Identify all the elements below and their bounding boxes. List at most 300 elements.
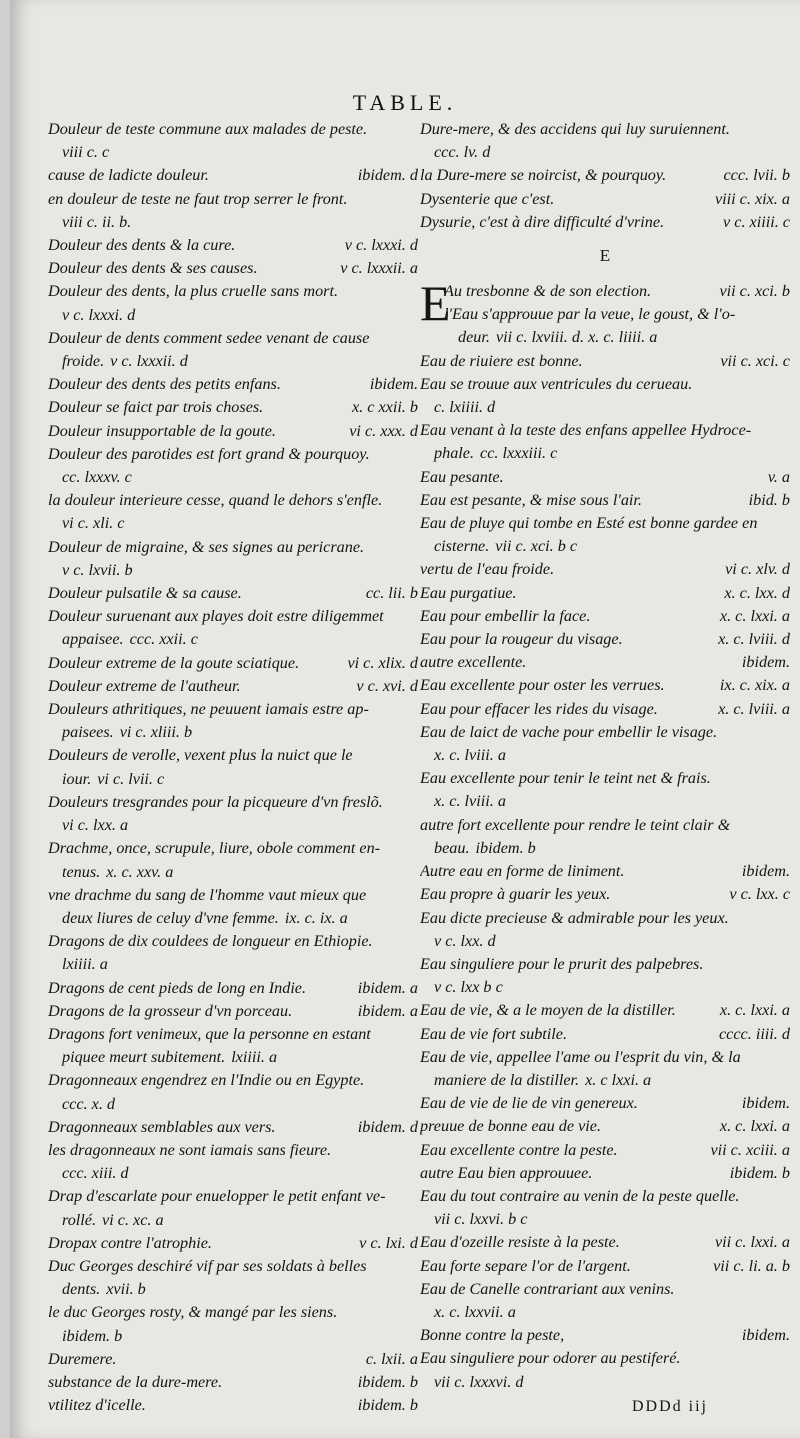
index-entry <box>420 1046 790 1092</box>
left-column <box>48 118 418 1417</box>
index-entry <box>420 674 790 697</box>
dropcap-letter: E <box>420 275 451 332</box>
entry-text: Au tresbonne & de son election. <box>444 282 652 301</box>
entry-reference: vii c. xci. b <box>719 282 790 301</box>
entry-reference: v c. lxx. c <box>729 885 790 904</box>
entry-reference: ix. c. ix. a <box>284 908 348 927</box>
index-entry <box>48 1185 418 1231</box>
entry-reference: cccc. iiii. d <box>718 1024 790 1043</box>
entry-text: vne drachme du sang de l'homme vaut mieux que <box>48 885 367 904</box>
entry-reference: lxiiii. a <box>231 1048 278 1067</box>
entry-line <box>444 326 790 349</box>
index-entry <box>48 234 418 257</box>
entry-line <box>420 605 790 628</box>
entry-text: Douleur de dents comment sedee venant de cause <box>48 328 370 347</box>
entry-text: Dragons de dix couldees de longueur en Ethiopie. <box>48 932 373 951</box>
entry-line <box>48 628 418 651</box>
entry-reference: ccc. lvii. b <box>723 166 790 185</box>
index-entry <box>420 1139 790 1162</box>
entry-reference: vii c. lxxxvi. d <box>434 1372 524 1391</box>
entry-reference: ibidem. b <box>357 1396 418 1415</box>
entry-text: Dysenterie que c'est. <box>420 189 555 208</box>
entry-line <box>48 420 418 443</box>
entry-line <box>48 1209 418 1232</box>
entry-text: Eau singuliere pour odorer au pestiferé. <box>420 1349 681 1368</box>
entry-continuation: iour. <box>62 769 92 788</box>
index-entry <box>48 1116 418 1139</box>
entry-text: Eau pour la rougeur du visage. <box>420 630 623 649</box>
entry-reference: ibidem. d <box>357 166 418 185</box>
index-entry <box>420 582 790 605</box>
entry-line <box>48 1116 418 1139</box>
entry-line <box>48 1371 418 1394</box>
entry-reference: ibidem. a <box>357 1001 418 1020</box>
index-entry <box>48 188 418 234</box>
index-entry <box>420 350 790 373</box>
index-entry <box>48 744 418 790</box>
entry-reference: ix. c. xix. a <box>719 676 790 695</box>
index-entry <box>420 558 790 581</box>
entry-text: la Dure-mere se noircist, & pourquoy. <box>420 166 667 185</box>
entry-text: Douleur des dents & la cure. <box>48 236 236 255</box>
index-entry <box>420 860 790 883</box>
entry-reference: x. c. lviii. a <box>718 699 790 718</box>
entry-text: Eau excellente pour tenir le teint net & frais. <box>420 769 711 788</box>
entry-text: Dysurie, c'est à dire difficulté d'vrine. <box>420 212 665 231</box>
right-column <box>420 118 790 1394</box>
entry-text: Bonne contre la peste, <box>420 1326 565 1345</box>
entry-text: l'Eau s'approuue par la veue, le goust, & l'o- <box>444 305 736 324</box>
entry-text: Eau pesante. <box>420 467 504 486</box>
entry-text: Douleur de migraine, & ses signes au pericrane. <box>48 537 365 556</box>
entry-continuation: appaisee. <box>62 630 124 649</box>
entry-line <box>444 280 790 303</box>
entry-line <box>420 1092 790 1115</box>
index-entry <box>420 1255 790 1278</box>
entry-text: autre Eau bien approuuee. <box>420 1163 593 1182</box>
entry-text: Dragons de cent pieds de long en Indie. <box>48 978 307 997</box>
entry-text: Eau propre à guarir les yeux. <box>420 885 611 904</box>
entry-text: Dragonneaux semblables aux vers. <box>48 1117 276 1136</box>
entry-text: Eau purgatiue. <box>420 583 517 602</box>
entry-reference: ccc. x. d <box>62 1094 116 1113</box>
entry-line <box>48 675 418 698</box>
entry-reference: ibidem. b <box>475 838 536 857</box>
entry-text: Dragons fort venimeux, que la personne en estant <box>48 1024 371 1043</box>
index-entry <box>48 257 418 280</box>
entry-text: Douleur extreme de l'autheur. <box>48 676 241 695</box>
entry-line <box>420 535 790 558</box>
entry-reference: viii c. ii. b. <box>62 212 132 231</box>
index-entry <box>48 698 418 744</box>
entry-reference: vi c. lvii. c <box>97 769 165 788</box>
entry-reference: vii c. xci. c <box>720 351 790 370</box>
index-entry <box>48 536 418 582</box>
entry-reference: cc. lxxxiii. c <box>480 444 558 463</box>
entry-line <box>420 651 790 674</box>
entry-text: Eau excellente contre la peste. <box>420 1140 618 1159</box>
entry-reference: vi c. xxx. d <box>349 421 418 440</box>
entry-line <box>420 489 790 512</box>
entry-reference: v c. lxxxi. d <box>62 305 136 324</box>
index-entry <box>48 327 418 373</box>
entry-reference: ibidem. <box>741 862 790 881</box>
entry-reference: viii c. xix. a <box>714 189 790 208</box>
entry-line <box>48 350 418 373</box>
entry-line <box>48 1348 418 1371</box>
entry-text: Douleurs de verolle, vexent plus la nuict que le <box>48 746 353 765</box>
index-entry <box>420 1231 790 1254</box>
entry-text: Douleur de teste commune aux malades de peste. <box>48 120 368 138</box>
index-entry <box>420 118 790 164</box>
entry-reference: ccc. xiii. d <box>62 1164 129 1183</box>
entry-reference: vi c. xc. a <box>102 1210 164 1229</box>
entry-line <box>48 907 418 930</box>
entry-reference: ibidem. b <box>357 1372 418 1391</box>
index-entry <box>420 651 790 674</box>
entry-reference: xvii. b <box>106 1280 146 1299</box>
entry-line <box>48 861 418 884</box>
index-entry <box>420 907 790 953</box>
entry-reference: x. c. lviii. d <box>718 630 790 649</box>
entry-line <box>48 652 418 675</box>
index-entry <box>48 605 418 651</box>
index-entry <box>420 1185 790 1231</box>
entry-reference: x. c. lxx. d <box>724 583 790 602</box>
index-entry <box>420 188 790 211</box>
entry-text: le duc Georges rosty, & mangé par les siens. <box>48 1303 338 1322</box>
entry-reference: ccc. xxii. c <box>129 630 198 649</box>
entry-line <box>48 1046 418 1069</box>
entry-reference: v c. lxx b c <box>434 978 503 997</box>
entry-line <box>420 558 790 581</box>
index-entry <box>48 1023 418 1069</box>
entry-line <box>420 698 790 721</box>
entry-reference: ibid. b <box>748 490 790 509</box>
index-entry <box>420 373 790 419</box>
index-entry <box>48 118 418 164</box>
entry-reference: vi c. xliii. b <box>119 723 193 742</box>
right-entries-d <box>420 118 790 234</box>
entry-text: Douleur des parotides est fort grand & pourquoy. <box>48 444 370 463</box>
entry-text: Eau de laict de vache pour embellir le visage. <box>420 722 718 741</box>
book-page <box>10 0 800 1438</box>
index-entry <box>48 1139 418 1185</box>
entry-continuation: cisterne. <box>434 537 490 556</box>
entry-text: Eau d'ozeille resiste à la peste. <box>420 1233 620 1252</box>
entry-line <box>48 1278 418 1301</box>
entry-reference: c. lxii. a <box>365 1349 418 1368</box>
entry-text: la douleur interieure cesse, quand le dehors s'enfle. <box>48 491 383 510</box>
entry-text: cause de ladicte douleur. <box>48 166 209 185</box>
entry-line <box>420 883 790 906</box>
entry-reference: vii c. xci. b c <box>495 537 578 556</box>
entry-reference: x. c. lxxi. a <box>719 606 790 625</box>
index-entry <box>48 396 418 419</box>
entry-line <box>48 396 418 419</box>
entry-text: autre fort excellente pour rendre le teint clair & <box>420 815 731 834</box>
entry-reference: vii c. li. a. b <box>713 1256 790 1275</box>
entry-reference: x. c lxxi. a <box>585 1070 652 1089</box>
entry-reference: v c. lxxxii. a <box>340 259 418 278</box>
index-entry <box>48 930 418 976</box>
entry-line <box>420 466 790 489</box>
entry-reference: x. c. lviii. a <box>434 746 506 765</box>
entry-continuation: phale. <box>434 444 475 463</box>
entry-line <box>420 1139 790 1162</box>
entry-text: substance de la dure-mere. <box>48 1372 223 1391</box>
dropcap-block <box>420 275 790 1394</box>
entry-line <box>420 860 790 883</box>
entry-reference: v c. xvi. d <box>356 676 418 695</box>
entry-line <box>420 188 790 211</box>
entry-line <box>48 582 418 605</box>
entry-reference: lxiiii. a <box>62 955 108 974</box>
entry-reference: ibidem. b <box>62 1326 123 1345</box>
entry-reference: x. c. lxxi. a <box>719 1001 790 1020</box>
index-entry <box>48 791 418 837</box>
entry-reference: cc. lxxxv. c <box>62 468 132 487</box>
entry-text: Douleur des dents & ses causes. <box>48 259 258 278</box>
entry-line <box>420 1162 790 1185</box>
entry-text: Eau excellente pour oster les verrues. <box>420 676 665 695</box>
entry-text: Eau de vie, & a le moyen de la distiller. <box>420 1001 676 1020</box>
entry-text: Eau se trouue aux ventricules du cerueau. <box>420 374 693 393</box>
entry-reference: vi c. xlix. d <box>347 653 418 672</box>
entry-reference: vi c. lxx. a <box>62 816 129 835</box>
entry-continuation: dents. <box>62 1280 101 1299</box>
index-entry <box>48 1301 418 1347</box>
index-entry <box>420 512 790 558</box>
entry-text: Eau singuliere pour le prurit des palpebres. <box>420 954 704 973</box>
entry-line <box>48 977 418 1000</box>
index-entry <box>420 489 790 512</box>
entry-line <box>420 1231 790 1254</box>
entry-line <box>420 674 790 697</box>
entry-text: autre excellente. <box>420 653 527 672</box>
entry-line <box>420 837 790 860</box>
entry-text: Eau forte separe l'or de l'argent. <box>420 1256 631 1275</box>
entry-line <box>48 1394 418 1417</box>
index-entry <box>48 373 418 396</box>
index-entry <box>420 280 790 303</box>
entry-reference: ibidem. <box>369 375 418 394</box>
entry-line <box>48 721 418 744</box>
index-entry <box>420 1347 790 1393</box>
index-entry <box>420 999 790 1022</box>
entry-continuation: deux liures de celuy d'vne femme. <box>62 908 279 927</box>
right-entries-e <box>420 275 790 1394</box>
entry-text: vtilitez d'icelle. <box>48 1396 146 1415</box>
entry-text: Duremere. <box>48 1349 117 1368</box>
entry-line <box>420 628 790 651</box>
entry-reference: ibidem. b <box>729 1163 790 1182</box>
entry-text: Dropax contre l'atrophie. <box>48 1233 212 1252</box>
entry-reference: x. c. xxv. a <box>106 862 174 881</box>
index-entry <box>48 1069 418 1115</box>
entry-text: les dragonneaux ne sont iamais sans fieure. <box>48 1140 332 1159</box>
entry-text: Eau pour effacer les rides du visage. <box>420 699 658 718</box>
entry-line <box>48 373 418 396</box>
index-entry <box>48 443 418 489</box>
entry-line <box>48 1232 418 1255</box>
entry-reference: ibidem. <box>741 1094 790 1113</box>
entry-line <box>420 1069 790 1092</box>
index-entry <box>420 211 790 234</box>
entry-text: Douleur pulsatile & sa cause. <box>48 584 242 603</box>
entry-reference: v c. lxi. d <box>359 1233 418 1252</box>
entry-continuation: paisees. <box>62 723 114 742</box>
index-entry <box>48 164 418 187</box>
index-entry <box>48 1394 418 1417</box>
index-entry <box>48 1348 418 1371</box>
entry-text: Eau venant à la teste des enfans appellee Hydroce- <box>420 421 752 440</box>
entry-text: Dragons de la grosseur d'vn porceau. <box>48 1001 293 1020</box>
entry-continuation: tenus. <box>62 862 101 881</box>
entry-text: Eau de vie, appellee l'ame ou l'esprit du vin, & la <box>420 1047 741 1066</box>
entry-continuation: rollé. <box>62 1210 97 1229</box>
index-entry <box>48 582 418 605</box>
index-entry <box>48 1232 418 1255</box>
entry-text: Douleur insupportable de la goute. <box>48 421 276 440</box>
entry-reference: vii c. xciii. a <box>710 1140 790 1159</box>
entry-line <box>48 1000 418 1023</box>
index-entry <box>48 420 418 443</box>
entry-text: Douleur des dents, la plus cruelle sans mort. <box>48 282 339 301</box>
index-entry <box>420 1115 790 1138</box>
entry-line <box>48 234 418 257</box>
entry-text: Dragonneaux engendrez en l'Indie ou en Egypte. <box>48 1071 365 1090</box>
index-entry <box>420 628 790 651</box>
entry-reference: vi c. xlv. d <box>725 560 790 579</box>
index-entry <box>420 1023 790 1046</box>
index-entry <box>48 280 418 326</box>
entry-text: preuue de bonne eau de vie. <box>420 1117 601 1136</box>
index-entry <box>48 837 418 883</box>
entry-line <box>420 211 790 234</box>
entry-reference: x. c. lxxvii. a <box>434 1302 516 1321</box>
index-entry <box>420 1162 790 1185</box>
index-entry <box>48 675 418 698</box>
entry-reference: c. lxiiii. d <box>434 398 496 417</box>
entry-text: Eau de pluye qui tombe en Esté est bonne gardee en <box>420 514 758 533</box>
entry-line <box>420 1255 790 1278</box>
index-entry <box>420 698 790 721</box>
entry-text: Autre eau en forme de liniment. <box>420 862 625 881</box>
entry-text: Douleurs tresgrandes pour la picqueure d'vn freslõ. <box>48 792 383 811</box>
entry-text: Drachme, once, scrupule, liure, obole comment en- <box>48 839 381 858</box>
entry-continuation: piquee meurt subitement. <box>62 1048 226 1067</box>
index-entry <box>420 767 790 813</box>
entry-reference: x. c. lxxi. a <box>719 1117 790 1136</box>
entry-text: Eau de Canelle contrariant aux venins. <box>420 1279 675 1298</box>
entry-reference: v c. lxvii. b <box>62 560 133 579</box>
entry-text: Douleur se faict par trois choses. <box>48 398 264 417</box>
entry-text: Douleur extreme de la goute sciatique. <box>48 653 300 672</box>
entry-line <box>48 768 418 791</box>
entry-text: Douleur des dents des petits enfans. <box>48 375 281 394</box>
entry-text: Drap d'escarlate pour enuelopper le petit enfant ve- <box>48 1187 386 1206</box>
index-entry <box>48 977 418 1000</box>
entry-text: vertu de l'eau froide. <box>420 560 555 579</box>
entry-text: en douleur de teste ne faut trop serrer le front. <box>48 189 348 208</box>
entry-reference: vii c. lxxvi. b c <box>434 1210 528 1229</box>
entry-reference: ccc. lv. d <box>434 143 491 162</box>
entry-text: Eau de riuiere est bonne. <box>420 351 583 370</box>
index-entry <box>420 1092 790 1115</box>
index-entry <box>420 721 790 767</box>
index-entry <box>420 1278 790 1324</box>
entry-reference: v c. lxx. d <box>434 931 496 950</box>
index-entry <box>420 419 790 465</box>
entry-line <box>420 1023 790 1046</box>
entry-line <box>420 164 790 187</box>
index-entry <box>48 884 418 930</box>
entry-text: Eau de vie fort subtile. <box>420 1024 568 1043</box>
entry-text: Eau de vie de lie de vin genereux. <box>420 1094 638 1113</box>
index-entry <box>48 1000 418 1023</box>
index-entry <box>420 303 790 349</box>
entry-reference: vi c. xli. c <box>62 514 125 533</box>
entry-reference: v. a <box>767 467 790 486</box>
index-entry <box>48 652 418 675</box>
entry-line <box>48 164 418 187</box>
entry-reference: x. c. lviii. a <box>434 792 506 811</box>
entry-line <box>420 1115 790 1138</box>
section-letter-e: E <box>599 246 611 266</box>
signature-mark: DDDd iij <box>632 1398 708 1415</box>
index-entry <box>48 1255 418 1301</box>
entry-line <box>420 582 790 605</box>
index-entry <box>420 466 790 489</box>
index-entry <box>420 1324 790 1347</box>
entry-text: Dure-mere, & des accidens qui luy suruiennent. <box>420 120 730 138</box>
entry-reference: ibidem. <box>741 1326 790 1345</box>
entry-line <box>420 350 790 373</box>
entry-text: Duc Georges deschiré vif par ses soldats à belles <box>48 1256 367 1275</box>
entry-reference: vii c. lxxi. a <box>714 1233 790 1252</box>
index-entry <box>48 489 418 535</box>
entry-continuation: deur. <box>458 328 490 347</box>
entry-line <box>420 999 790 1022</box>
entry-text: Eau est pesante, & mise sous l'air. <box>420 490 642 509</box>
page-title: TABLE. <box>352 90 458 115</box>
entry-reference: v c. lxxxi. d <box>344 236 418 255</box>
index-entry <box>420 814 790 860</box>
entry-reference: x. c xxii. b <box>351 398 418 417</box>
entry-continuation: maniere de la distiller. <box>434 1070 580 1089</box>
entry-reference: v c. lxxxii. d <box>110 352 188 371</box>
entry-text: Douleurs athritiques, ne peuuent iamais estre ap- <box>48 700 369 719</box>
entry-continuation: beau. <box>434 838 470 857</box>
entry-text: Douleur suruenant aux playes doit estre diligemmet <box>48 607 384 626</box>
entry-line <box>420 1324 790 1347</box>
entry-reference: cc. lii. b <box>365 584 418 603</box>
index-entry <box>420 883 790 906</box>
entry-reference: ibidem. a <box>357 978 418 997</box>
entry-text: Eau pour embellir la face. <box>420 606 591 625</box>
index-entry <box>420 605 790 628</box>
entry-line <box>48 257 418 280</box>
entry-continuation: froide. <box>62 352 105 371</box>
entry-reference: ibidem. <box>741 653 790 672</box>
entry-reference: ibidem. d <box>357 1117 418 1136</box>
entry-text: Eau du tout contraire au venin de la peste quelle. <box>420 1186 740 1205</box>
index-entry <box>48 1371 418 1394</box>
entry-line <box>420 442 790 465</box>
entry-reference: viii c. c <box>62 143 110 162</box>
index-entry <box>420 953 790 999</box>
